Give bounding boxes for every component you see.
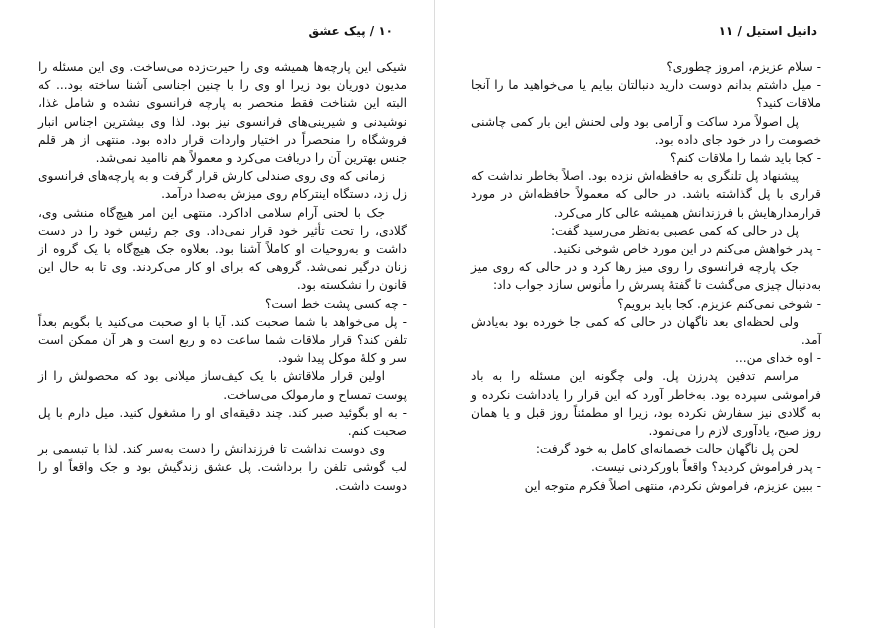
paragraph: - پدر فراموش کردید؟ واقعاً باورکردنی نیست. [590, 460, 821, 475]
paragraph: اولین قرار ملاقاتش با یک کیف‌ساز میلانی بود که محصولش را از پوست تمساح و مارمولک می‌ساخت. [38, 369, 407, 402]
paragraph: - میل داشتم بدانم دوست دارید دنبالتان بیایم یا می‌خواهید ما را آنجا ملاقات کنید؟ [471, 78, 821, 111]
right-page-header: دانیل استیل / ۱۱ [718, 24, 817, 38]
paragraph: جک با لحنی آرام سلامی اداکرد. منتهی این امر هیچ‌گاه منشی وی، گلادی، را تحت تأثیر خود قرار نمی‌داد. وی جم رئیس خود را در دست داشت و به‌روحیات او کاملاً آشنا بود. بعلاوه جک هیچ‌گاه با یک گروه از زنان درگیر نمی‌شد. گروهی که برای او کار می‌کردند. وی تا به حال این قانون را نشکسته بود. [38, 205, 407, 293]
paragraph: - سلام عزیزم، امروز چطوری؟ [666, 60, 821, 74]
paragraph: - اوه خدای من... [735, 351, 821, 366]
paragraph: پل اصولاً مرد ساکت و آرامی بود ولی لحنش این بار کمی چاشنی خصومت را در خود جای داده بود. [471, 114, 821, 147]
right-page [435, 0, 869, 628]
paragraph: پل در حالی که کمی عصبی به‌نظر می‌رسید گفت: [550, 223, 799, 238]
paragraph: مراسم تدفین پدرزن پل. ولی چگونه این مسئله را به باد فراموشی سپرده بود. به‌خاطر آورد که این قرار را یادداشت نکرده و به گلادی نیز سفارش نکرده بود، زیرا او مطمئناً روز قبل و یا همان روز صبح، یادآوری لازم را می‌نمود. [471, 369, 821, 439]
paragraph: - چه کسی پشت خط است؟ [264, 296, 407, 311]
paragraph: ولی لحظه‌ای بعد ناگهان در حالی که کمی جا خورده بود به‌یادش آمد. [471, 314, 821, 348]
paragraph: جک پارچه فرانسوی را روی میز رها کرد و در حالی که روی میز به‌دنبال چیزی می‌گشت تا گفتهٔ پسرش را مأنوس سازد جواب داد: [471, 260, 821, 293]
paragraph: وی دوست نداشت تا فرزندانش را دست به‌سر کند. لذا با تبسمی بر لب گوشی تلفن را برداشت. پل عشق زندگیش بود و جک واقعاً او را دوست داشت. [38, 442, 407, 493]
paragraph: لحن پل ناگهان حالت خصمانه‌ای کامل به خود گرفت: [535, 442, 799, 457]
paragraph: پیشنهاد پل تلنگری به حافظه‌اش نزده بود. اصلاً بخاطر نداشت که قراری با پل گذاشته باشد. در حالی که معمولاً حافظه‌اش در مورد قرارمدارهایش با فرزندانش همیشه عالی کار می‌کرد. [471, 169, 821, 220]
paragraph: - ببین عزیزم، فراموش نکردم، منتهی اصلاً فکرم متوجه این [524, 478, 821, 493]
paragraph: - شوخی نمی‌کنم عزیزم. کجا باید برویم؟ [617, 296, 821, 311]
right-page-body [471, 58, 821, 495]
paragraph: - پل می‌خواهد با شما صحبت کند. آیا با او صحبت می‌کنید یا بگویم بعداً تلفن کند؟ قرار ملاقات شما ساعت ده و ربع است و هر آن ممکن است سر و کلهٔ موکل پیدا شود. [38, 314, 407, 366]
paragraph: - پدر خواهش می‌کنم در این مورد خاص شوخی نکنید. [553, 242, 821, 257]
left-page-body [38, 58, 407, 495]
left-page-header: ۱۰ / پیک عشق [308, 24, 393, 38]
paragraph: زمانی که وی روی صندلی کارش قرار گرفت و به پارچه‌های فرانسوی زل زد، دستگاه اینترکام روی میزش به‌صدا درآمد. [38, 169, 407, 202]
paragraph: شیکی این پارچه‌ها همیشه وی را حیرت‌زده می‌ساخت. وی این مسئله را مدیون دوریان بود زیرا او وی را با چنین اجناسی آشنا ساخته بود... که البته این شناخت فقط منحصر به پارچه فرانسوی نشده و شامل غذا، نوشیدنی و شیرینی‌های فرانسوی نیز بود. لذا وی بیشترین اجناس انبار فروشگاه را منحصراً در اختیار واردات قرار داده بود. منتهی از هر قلم جنس بهترین آن را دریافت می‌کرد و معمولاً هم ناامید نمی‌شد. [38, 60, 407, 166]
paragraph: - به او بگوئید صبر کند. چند دقیقه‌ای او را مشغول کنید. میل دارم با پل صحبت کنم. [38, 405, 407, 439]
paragraph: - کجا باید شما را ملاقات کنم؟ [669, 151, 821, 166]
